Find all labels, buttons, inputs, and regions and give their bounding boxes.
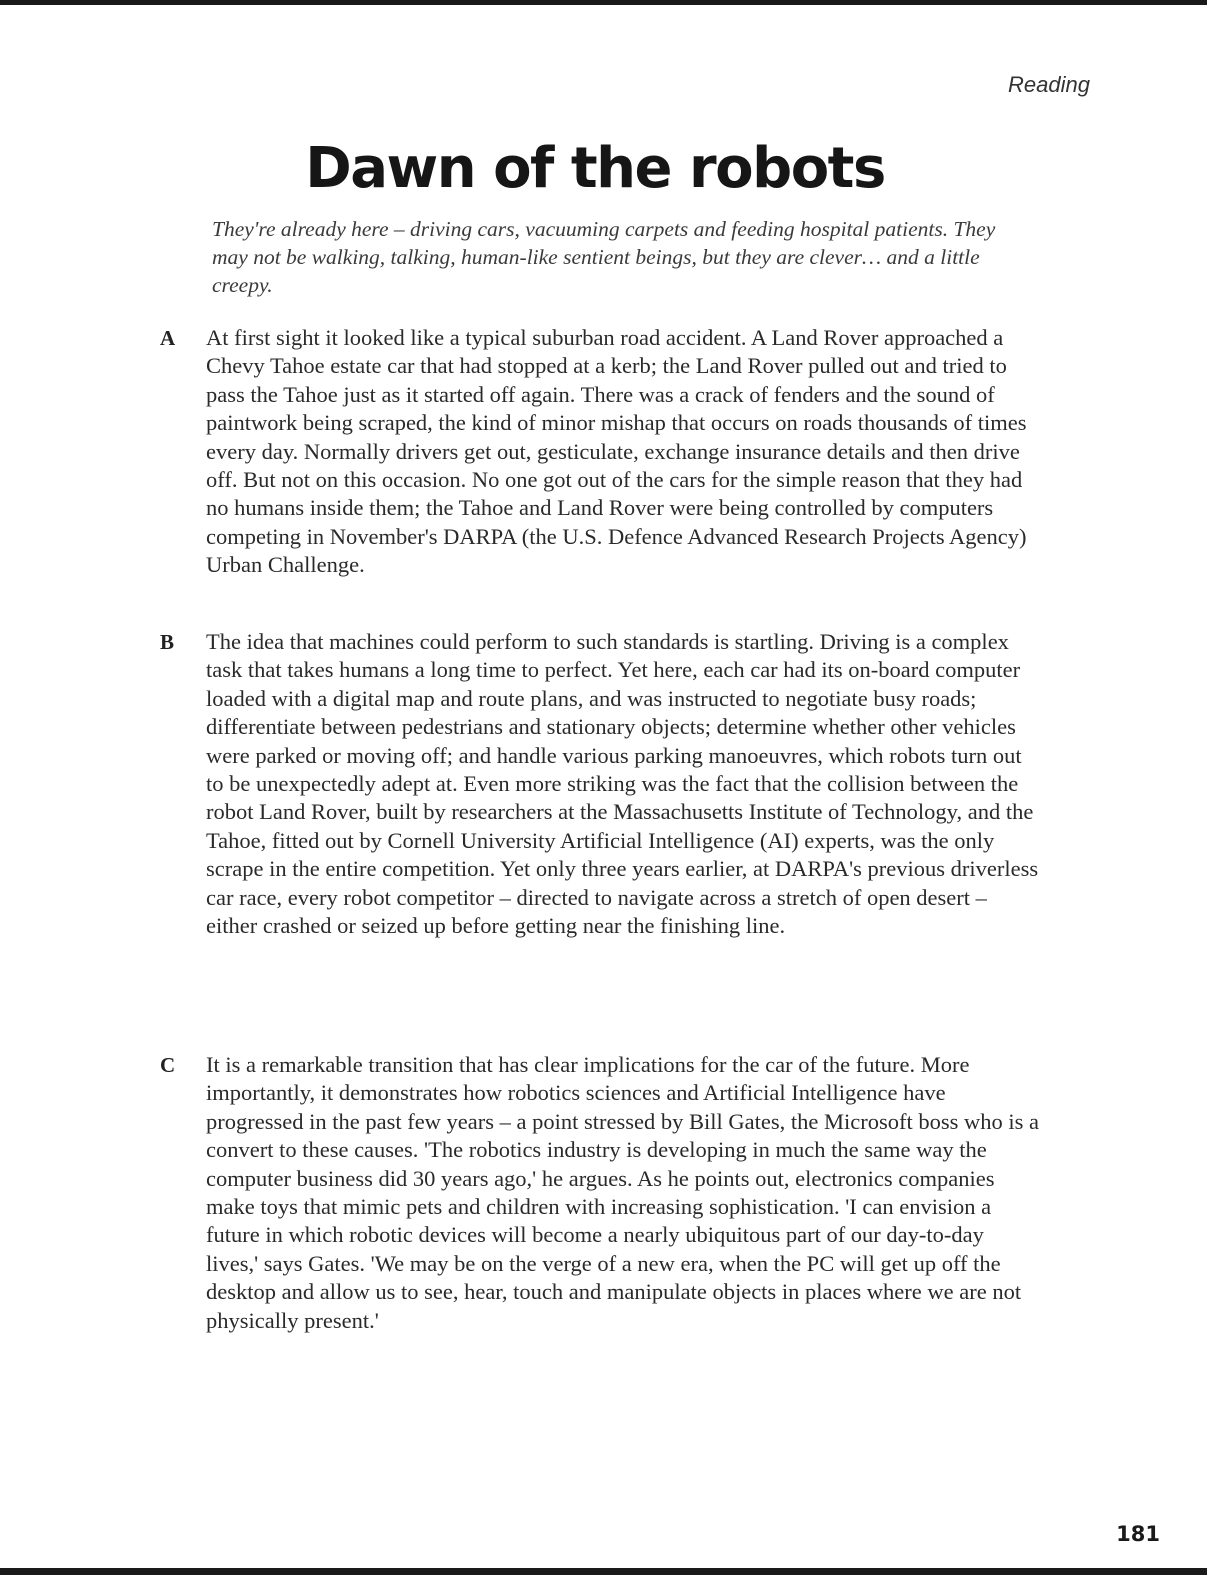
article-intro: They're already here – driving cars, vacuuming carpets and feeding hospital patients. They may not be walking, talking, human-like sentient beings, but they are clever… and a little creepy. [212,217,996,297]
bottom-border-rule [0,1568,1207,1575]
top-border-rule [0,0,1207,5]
paragraph-letter: C [160,1053,176,1077]
paragraph-text: It is a remarkable transition that has clear implications for the car of the future. More importantly, it demonstrates how robotics sciences and Artificial Intelligence have progressed in the past few years – a point stressed by Bill Gates, the Microsoft boss who is a convert to these causes. 'The robotics industry is developing in much the same way the computer business did 30 years ago,' he argues. As he points out, electronics companies make toys that mimic pets and children with increasing sophistication. 'I can envision a future in which robotic devices will become a nearly ubiquitous part of our day-to-day lives,' says Gates. 'We may be on the verge of a new era, when the PC will get up off the desktop and allow us to see, hear, touch and manipulate objects in places where we are not physically present.' [206,1052,1039,1333]
section-label: Reading [1008,72,1090,97]
article-title: Dawn of the robots [305,136,885,201]
paragraph-b [160,628,1040,940]
paragraph-a [160,324,1040,580]
page-number: 181 [1116,1522,1160,1546]
paragraph-text: The idea that machines could perform to such standards is startling. Driving is a complex task that takes humans a long time to perfect. Yet here, each car had its on-board computer loaded with a digital map and route plans, and was instructed to negotiate busy roads; differentiate between pedestrians and stationary objects; determine whether other vehicles were parked or moving off; and handle various parking manoeuvres, which robots turn out to be unexpectedly adept at. Even more striking was the fact that the collision between the robot Land Rover, built by researchers at the Massachusetts Institute of Technology, and the Tahoe, fitted out by Cornell University Artificial Intelligence (AI) experts, was the only scrape in the entire competition. Yet only three years earlier, at DARPA's previous driverless car race, every robot competitor – directed to navigate across a stretch of open desert – either crashed or seized up before getting near the finishing line. [206,629,1039,939]
paragraph-letter: B [160,630,175,654]
paragraph-c [160,1051,1040,1335]
paragraph-text: At first sight it looked like a typical suburban road accident. A Land Rover approached a Chevy Tahoe estate car that had stopped at a kerb; the Land Rover pulled out and tried to pass the Tahoe just as it started off again. There was a crack of fenders and the sound of paintwork being scraped, the kind of minor mishap that occurs on roads thousands of times every day. Normally drivers get out, gesticulate, exchange insurance details and then drive off. But not on this occasion. No one got out of the cars for the simple reason that they had no humans inside them; the Tahoe and Land Rover were being controlled by computers competing in November's DARPA (the U.S. Defence Advanced Research Projects Agency) Urban Challenge. [206,325,1027,578]
paragraph-letter: A [160,326,176,350]
